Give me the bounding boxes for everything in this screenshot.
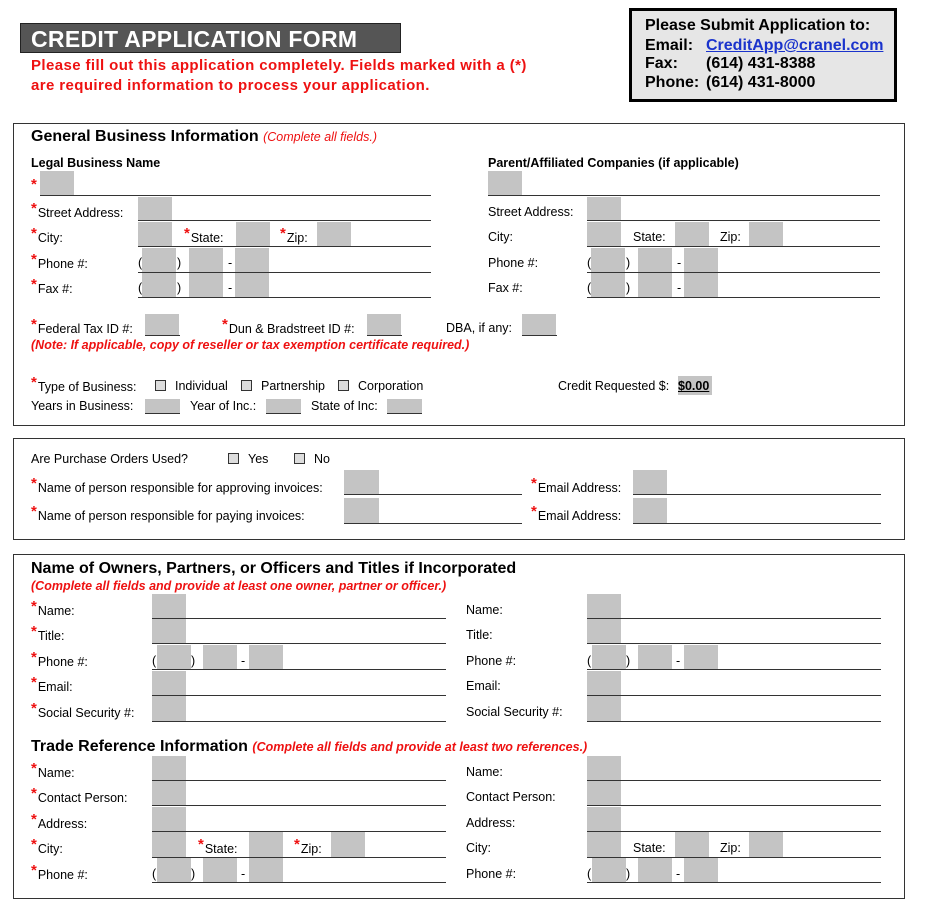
tax-note: (Note: If applicable, copy of reseller or tax exemption certificate required.) — [31, 338, 470, 352]
legal-name-underline — [40, 195, 431, 196]
parent-name-underline — [488, 195, 880, 196]
trade2-phone-line-input[interactable] — [684, 858, 718, 882]
state-label — [184, 225, 224, 246]
required-marker: * — [31, 374, 37, 391]
owner-ssn-underline — [152, 721, 446, 722]
duns-label-text: Dun & Bradstreet ID #: — [228, 322, 355, 336]
phone-line-input[interactable] — [235, 248, 269, 272]
trade-address-input[interactable] — [152, 807, 186, 831]
fax-label — [31, 276, 73, 297]
phone-prefix-input[interactable] — [189, 248, 223, 272]
corporation-checkbox[interactable] — [338, 380, 349, 391]
trade-phone-label — [31, 862, 88, 883]
year-of-inc-input[interactable] — [266, 399, 301, 413]
dash: - — [677, 256, 682, 270]
parent-zip-label: Zip: — [720, 230, 741, 244]
dash: - — [228, 256, 233, 270]
dba-label: DBA, if any: — [446, 321, 512, 335]
paying-email-input[interactable] — [633, 498, 667, 523]
fax-line-input[interactable] — [235, 273, 269, 297]
required-marker: * — [531, 503, 537, 520]
trade-zip-text: Zip: — [300, 842, 322, 856]
required-marker: * — [31, 200, 37, 217]
trade-zip-input[interactable] — [331, 832, 365, 857]
required-marker: * — [184, 225, 190, 242]
year-of-inc-label: Year of Inc.: — [190, 399, 257, 413]
state-label-text: State: — [190, 231, 224, 245]
zip-label-text: Zip: — [286, 231, 308, 245]
required-marker: * — [31, 649, 37, 666]
fax-underline — [138, 297, 431, 298]
trade-contact-text: Contact Person: — [37, 791, 128, 805]
owner-phone-prefix-input[interactable] — [203, 645, 237, 669]
submit-info-box — [629, 8, 897, 102]
owner2-phone-line-input[interactable] — [684, 645, 718, 669]
type-label-text: Type of Business: — [37, 380, 137, 394]
owner2-phone-area-input[interactable] — [592, 645, 626, 669]
owner2-name-input[interactable] — [587, 594, 621, 618]
owner2-ssn-underline — [587, 721, 881, 722]
trade-name-input[interactable] — [152, 756, 186, 780]
paren-close: ) — [191, 867, 196, 881]
trade-city-label — [31, 836, 63, 857]
po-no-checkbox[interactable] — [294, 453, 305, 464]
street-underline — [138, 220, 431, 221]
instructions-line-1: Please fill out this application completely. Fields marked with a (*) — [31, 57, 527, 74]
partnership-checkbox[interactable] — [241, 380, 252, 391]
phone-label — [31, 251, 88, 272]
trade-phone-text: Phone #: — [37, 868, 88, 882]
owner-title-text: Title: — [37, 629, 65, 643]
paren-open: ( — [587, 256, 592, 270]
street-label-text: Street Address: — [37, 206, 124, 220]
owner-email-input[interactable] — [152, 671, 186, 695]
state-of-inc-input[interactable] — [387, 399, 422, 413]
owner-title-input[interactable] — [152, 619, 186, 643]
approving-person-label — [31, 475, 323, 496]
required-marker: * — [31, 225, 37, 242]
legal-name-input[interactable] — [40, 171, 74, 196]
trade-name-label — [31, 760, 75, 781]
trade2-city-label: City: — [466, 841, 491, 855]
paren-close: ) — [626, 654, 631, 668]
paren-open: ( — [587, 281, 592, 295]
trade2-address-input[interactable] — [587, 807, 621, 831]
parent-city-label: City: — [488, 230, 513, 244]
street-input[interactable] — [138, 197, 172, 220]
trade2-city-input[interactable] — [587, 832, 621, 857]
dash: - — [241, 867, 246, 881]
paren-close: ) — [177, 256, 182, 270]
paren-open: ( — [138, 281, 143, 295]
owner-email-label — [31, 674, 73, 695]
fax-area-input[interactable] — [142, 273, 176, 297]
trade2-state-label: State: — [633, 841, 666, 855]
submit-email-label: Email: — [645, 37, 694, 54]
parent-fax-label: Fax #: — [488, 281, 523, 295]
required-marker: * — [31, 475, 37, 492]
tax-id-input[interactable] — [145, 314, 179, 335]
owner-email-text: Email: — [37, 680, 73, 694]
owner-ssn-label — [31, 700, 135, 721]
owners-hint: (Complete all fields and provide at least one owner, partner or officer.) — [31, 579, 447, 593]
required-marker: * — [31, 674, 37, 691]
paren-open: ( — [587, 654, 592, 668]
owner-ssn-text: Social Security #: — [37, 706, 135, 720]
trade2-phone-prefix-input[interactable] — [638, 858, 672, 882]
dash: - — [677, 281, 682, 295]
trade-phone-line-input[interactable] — [249, 858, 283, 882]
owner2-name-underline — [587, 618, 881, 619]
owners-section-title: Name of Owners, Partners, or Officers and Titles if Incorporated — [31, 560, 517, 577]
trade-contact-label — [31, 785, 128, 806]
owner-title-label — [31, 623, 65, 644]
owner-phone-label — [31, 649, 88, 670]
owner2-email-input[interactable] — [587, 671, 621, 695]
approving-underline — [344, 494, 522, 495]
owner-phone-line-input[interactable] — [249, 645, 283, 669]
paying-person-label — [31, 503, 305, 524]
required-marker: * — [31, 276, 37, 293]
approving-email-label — [531, 475, 622, 496]
paren-close: ) — [626, 281, 631, 295]
owner-email-underline — [152, 695, 446, 696]
trade2-phone-label: Phone #: — [466, 867, 517, 881]
individual-label: Individual — [175, 379, 228, 393]
owner2-phone-prefix-input[interactable] — [638, 645, 672, 669]
credit-requested-label: Credit Requested $: — [558, 379, 670, 393]
tax-id-underline — [145, 335, 180, 336]
trade-zip-label — [294, 836, 322, 857]
state-of-inc-label: State of Inc: — [311, 399, 378, 413]
required-marker: * — [31, 862, 37, 879]
trade2-phone-underline — [587, 882, 881, 883]
dash: - — [676, 654, 681, 668]
po-yes-label: Yes — [248, 452, 269, 466]
instructions-line-2: are required information to process your application. — [31, 77, 430, 94]
partnership-label: Partnership — [261, 379, 325, 393]
tax-id-label — [31, 316, 133, 337]
duns-label — [222, 316, 355, 337]
trade-contact-underline — [152, 805, 446, 806]
trade2-contact-label: Contact Person: — [466, 790, 556, 804]
owner2-title-label: Title: — [466, 628, 493, 642]
zip-label — [280, 225, 308, 246]
trade-address-label — [31, 811, 88, 832]
paying-email-underline — [633, 523, 881, 524]
parent-phone-label: Phone #: — [488, 256, 539, 270]
required-marker: * — [294, 836, 300, 853]
phone-area-input[interactable] — [142, 248, 176, 272]
general-title-text: General Business Information — [31, 128, 259, 145]
required-marker: * — [31, 503, 37, 520]
required-marker: * — [31, 316, 37, 333]
street-label — [31, 200, 124, 221]
trade-city-input[interactable] — [152, 832, 186, 857]
submit-fax-value: (614) 431-8388 — [706, 55, 816, 72]
type-of-business-label — [31, 374, 137, 395]
city-input[interactable] — [138, 222, 172, 246]
required-marker: * — [31, 700, 37, 717]
phone-label-text: Phone #: — [37, 257, 88, 271]
paren-close: ) — [626, 867, 631, 881]
required-marker: * — [222, 316, 228, 333]
required-marker: * — [31, 836, 37, 853]
po-yes-checkbox[interactable] — [228, 453, 239, 464]
trade-hint: (Complete all fields and provide at least two references.) — [252, 740, 588, 754]
parent-phone-prefix-input[interactable] — [638, 248, 672, 272]
parent-state-label: State: — [633, 230, 666, 244]
fax-prefix-input[interactable] — [189, 273, 223, 297]
owner-ssn-input[interactable] — [152, 696, 186, 721]
dash: - — [676, 867, 681, 881]
trade-section-title — [31, 738, 587, 756]
dash: - — [228, 281, 233, 295]
trade2-address-label: Address: — [466, 816, 516, 830]
paying-person-input[interactable] — [344, 498, 379, 523]
owner2-name-label: Name: — [466, 603, 503, 617]
trade-state-label — [198, 836, 238, 857]
individual-checkbox[interactable] — [155, 380, 166, 391]
paren-open: ( — [138, 256, 143, 270]
corporation-label: Corporation — [358, 379, 424, 393]
required-marker: * — [31, 251, 37, 268]
dash: - — [241, 654, 246, 668]
paren-open: ( — [152, 867, 157, 881]
submit-phone-label: Phone: — [645, 74, 700, 91]
parent-phone-underline — [587, 272, 880, 273]
parent-city-input[interactable] — [587, 222, 621, 246]
state-input[interactable] — [236, 222, 270, 246]
owner2-email-underline — [587, 695, 881, 696]
po-question: Are Purchase Orders Used? — [31, 452, 189, 466]
duns-underline — [367, 335, 402, 336]
trade2-name-label: Name: — [466, 765, 503, 779]
trade2-phone-area-input[interactable] — [592, 858, 626, 882]
trade-phone-area-input[interactable] — [157, 858, 191, 882]
trade-phone-underline — [152, 882, 446, 883]
dba-input[interactable] — [522, 314, 556, 335]
approving-email-input[interactable] — [633, 470, 667, 494]
zip-input[interactable] — [317, 222, 351, 246]
trade2-contact-underline — [587, 805, 881, 806]
trade2-name-underline — [587, 780, 881, 781]
general-section-title — [31, 128, 377, 146]
credit-requested-input[interactable]: $0.00 — [678, 376, 712, 395]
trade2-zip-input[interactable] — [749, 832, 783, 857]
owner-phone-area-input[interactable] — [157, 645, 191, 669]
parent-name-input[interactable] — [488, 171, 522, 196]
parent-fax-line-input[interactable] — [684, 273, 718, 297]
owner-phone-text: Phone #: — [37, 655, 88, 669]
required-marker: * — [198, 836, 204, 853]
owner2-phone-underline — [587, 669, 881, 670]
trade-state-input[interactable] — [249, 832, 283, 857]
parent-state-input[interactable] — [675, 222, 709, 246]
required-marker: * — [31, 785, 37, 802]
po-no-label: No — [314, 452, 330, 466]
trade2-state-input[interactable] — [675, 832, 709, 857]
dba-underline — [522, 335, 557, 336]
tax-id-label-text: Federal Tax ID #: — [37, 322, 133, 336]
paying-email-label — [531, 503, 622, 524]
trade-title-text: Trade Reference Information — [31, 738, 248, 755]
parent-street-input[interactable] — [587, 197, 621, 220]
trade2-zip-label: Zip: — [720, 841, 741, 855]
owner-name-underline — [152, 618, 446, 619]
city-label-text: City: — [37, 231, 63, 245]
paren-close: ) — [626, 256, 631, 270]
parent-phone-area-input[interactable] — [591, 248, 625, 272]
owner-name-text: Name: — [37, 604, 75, 618]
parent-street-underline — [587, 220, 880, 221]
required-marker: * — [31, 598, 37, 615]
parent-city-underline — [587, 246, 880, 247]
required-marker: * — [280, 225, 286, 242]
required-marker: * — [531, 475, 537, 492]
paren-open: ( — [152, 654, 157, 668]
city-underline — [138, 246, 431, 247]
trade-contact-input[interactable] — [152, 781, 186, 805]
owner2-ssn-input[interactable] — [587, 696, 621, 721]
paying-underline — [344, 523, 522, 524]
paying-label-text: Name of person responsible for paying invoices: — [37, 509, 305, 523]
year-inc-underline — [266, 413, 301, 414]
years-in-business-label: Years in Business: — [31, 399, 134, 413]
trade-phone-prefix-input[interactable] — [203, 858, 237, 882]
parent-street-label: Street Address: — [488, 205, 574, 219]
approving-label-text: Name of person responsible for approving invoices: — [37, 481, 323, 495]
owner-name-label — [31, 598, 75, 619]
trade2-contact-input[interactable] — [587, 781, 621, 805]
parent-phone-line-input[interactable] — [684, 248, 718, 272]
duns-input[interactable] — [367, 314, 401, 335]
form-title: CREDIT APPLICATION FORM — [20, 23, 401, 53]
years-underline — [145, 413, 180, 414]
owner-phone-underline — [152, 669, 446, 670]
state-inc-underline — [387, 413, 422, 414]
city-label — [31, 225, 63, 246]
owner2-title-input[interactable] — [587, 619, 621, 643]
trade2-address-underline — [587, 831, 881, 832]
submit-heading: Please Submit Application to: — [645, 17, 871, 34]
owner2-phone-label: Phone #: — [466, 654, 517, 668]
paren-close: ) — [177, 281, 182, 295]
trade-name-text: Name: — [37, 766, 75, 780]
paren-open: ( — [587, 867, 592, 881]
parent-fax-area-input[interactable] — [591, 273, 625, 297]
approving-person-input[interactable] — [344, 470, 379, 494]
submit-fax-label: Fax: — [645, 55, 678, 72]
parent-zip-input[interactable] — [749, 222, 783, 246]
parent-companies-label: Parent/Affiliated Companies (if applicable) — [488, 156, 739, 170]
trade-state-text: State: — [204, 842, 238, 856]
required-marker: * — [31, 176, 37, 193]
paying-email-text: Email Address: — [537, 509, 622, 523]
owner-title-underline — [152, 643, 446, 644]
trade2-city-underline — [587, 857, 881, 858]
parent-fax-prefix-input[interactable] — [638, 273, 672, 297]
paren-close: ) — [191, 654, 196, 668]
owner-name-input[interactable] — [152, 594, 186, 618]
instructions — [31, 56, 527, 96]
submit-email-link[interactable]: CreditApp@cranel.com — [706, 37, 884, 54]
owner2-title-underline — [587, 643, 881, 644]
required-marker: * — [31, 760, 37, 777]
owner2-ssn-label: Social Security #: — [466, 705, 563, 719]
years-in-business-input[interactable] — [145, 399, 180, 413]
trade-name-underline — [152, 780, 446, 781]
required-marker: * — [31, 811, 37, 828]
parent-fax-underline — [587, 297, 880, 298]
trade-address-underline — [152, 831, 446, 832]
phone-underline — [138, 272, 431, 273]
trade-address-text: Address: — [37, 817, 88, 831]
trade2-name-input[interactable] — [587, 756, 621, 780]
trade-city-text: City: — [37, 842, 63, 856]
approving-email-underline — [633, 494, 881, 495]
required-marker: * — [31, 623, 37, 640]
owner2-email-label: Email: — [466, 679, 501, 693]
fax-label-text: Fax #: — [37, 282, 73, 296]
approving-email-text: Email Address: — [537, 481, 622, 495]
legal-name-label: Legal Business Name — [31, 156, 161, 170]
general-hint: (Complete all fields.) — [263, 130, 377, 144]
trade-city-underline — [152, 857, 446, 858]
submit-phone-value: (614) 431-8000 — [706, 74, 816, 91]
